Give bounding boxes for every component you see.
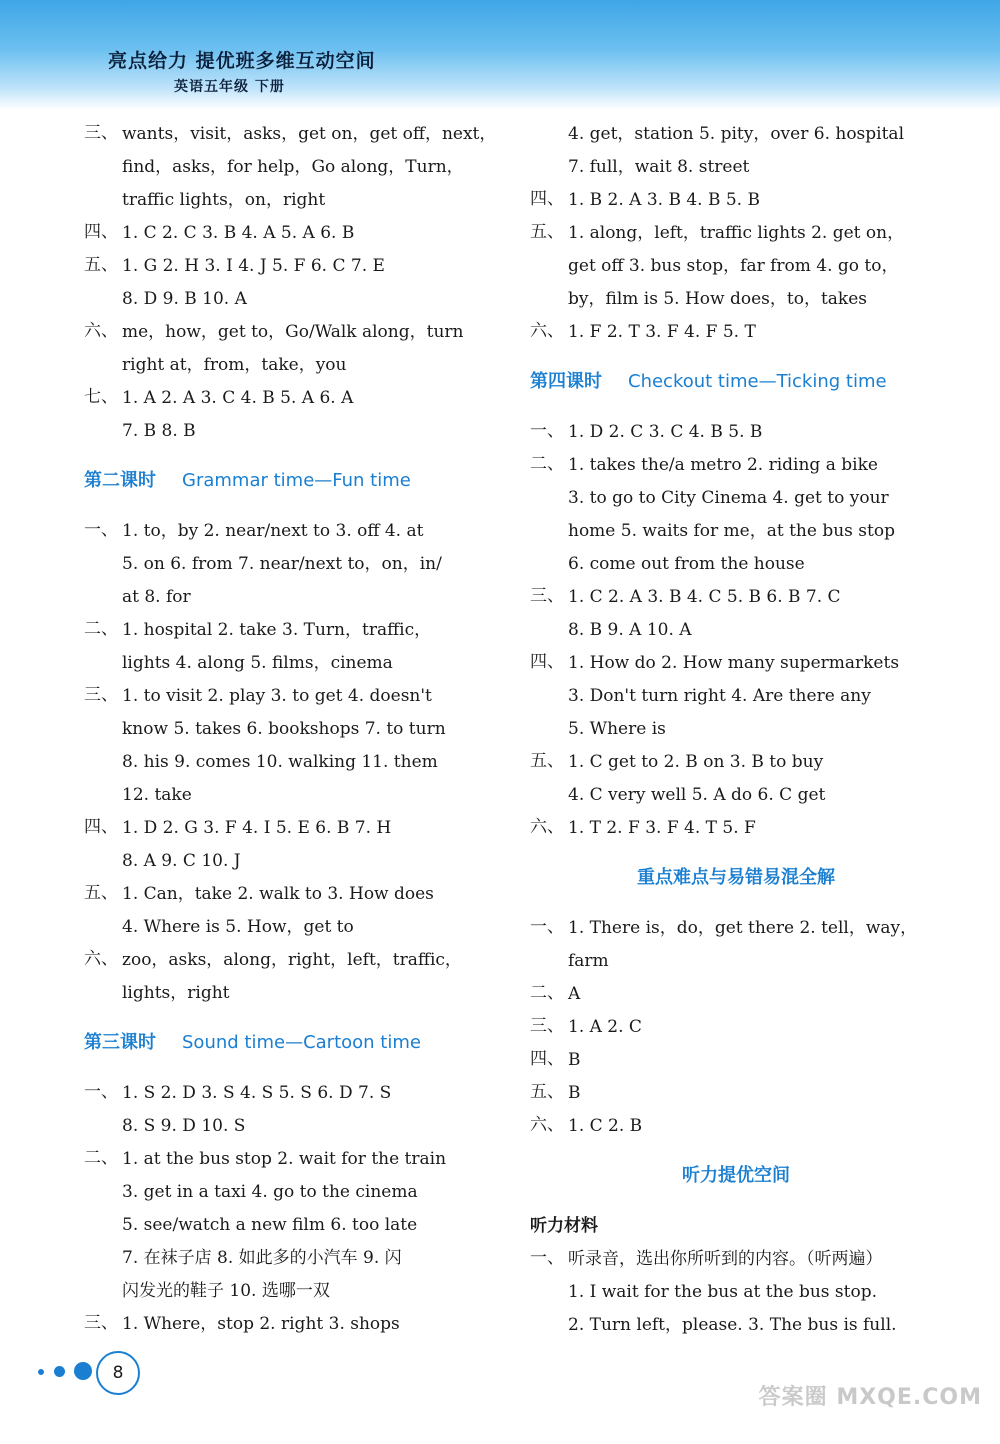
answer-line: 5. on 6. from 7. near/next to，on，in/ [122,554,442,574]
answer-line: 2. Turn left，please. 3. The bus is full. [568,1315,897,1335]
answer-line: me，how，get to，Go/Walk along，turn [122,322,464,342]
answer-line: 4. get，station 5. pity，over 6. hospital [568,124,905,144]
answer-line: 8. B 9. A 10. A [568,620,692,640]
answer-block [84,1143,496,1308]
decorative-dot-medium [54,1366,65,1377]
answer-block [530,217,942,316]
answer-block [530,978,942,1011]
answer-block [84,382,496,448]
answer-line: 1. to visit 2. play 3. to get 4. doesn't [122,686,432,706]
answer-line: 1. F 2. T 3. F 4. F 5. T [568,322,756,342]
question-number: 六、 [84,949,118,969]
answer-line: 3. Don't turn right 4. Are there any [568,686,871,706]
answer-line: 1. C get to 2. B on 3. B to buy [568,752,824,772]
answer-line: by，film is 5. How does，to，takes [568,289,868,309]
continued-answers [530,118,942,184]
left-column [84,118,496,1341]
answer-line: 12. take [122,785,192,805]
section-heading-key-points: 重点难点与易错易混全解 [637,867,835,888]
answer-block [530,1243,942,1342]
answer-line: 1. C 2. B [568,1116,643,1136]
decorative-dot-small [38,1369,44,1375]
answer-block [530,647,942,746]
answer-line: B [568,1083,581,1103]
answer-line: 听录音，选出你所听到的内容。（听两遍） [568,1249,883,1269]
answer-line: 8. S 9. D 10. S [122,1116,246,1136]
answer-line: 1. Where，stop 2. right 3. shops [122,1314,400,1334]
question-number: 一、 [530,917,564,937]
answer-line: at 8. for [122,587,191,607]
answer-block [84,217,496,250]
answer-line: B [568,1050,581,1070]
answer-line: find，asks，for help，Go along，Turn， [122,157,464,177]
page-header [0,0,1000,110]
answer-block [84,1077,496,1143]
right-group-3 [530,912,942,1143]
question-number: 三、 [530,586,564,606]
question-number: 四、 [530,652,564,672]
question-number: 二、 [84,1148,118,1168]
question-number: 二、 [530,983,564,1003]
section-heading-lesson-4 [530,357,942,406]
page-number: 8 [96,1351,140,1395]
question-number: 一、 [530,1248,564,1268]
question-number: 一、 [530,421,564,441]
answer-line: 8. A 9. C 10. J [122,851,241,871]
question-number: 二、 [530,454,564,474]
answer-block [84,515,496,614]
answer-line: wants，visit，asks，get on，get off，next， [122,124,497,144]
question-number: 二、 [84,619,118,639]
answer-line: 4. C very well 5. A do 6. C get [568,785,826,805]
answer-line: 1. D 2. G 3. F 4. I 5. E 6. B 7. H [122,818,392,838]
answer-line: 3. to go to City Cinema 4. get to your [568,488,889,508]
answer-block [530,1110,942,1143]
question-number: 六、 [530,321,564,341]
answer-line: 7. 在袜子店 8. 如此多的小汽车 9. 闪 [122,1248,402,1268]
question-number: 五、 [530,222,564,242]
section-number: 第三课时 [84,1032,156,1053]
left-group-1 [84,118,496,448]
answer-line: 1. I wait for the bus at the bus stop. [568,1282,878,1302]
answer-line: 1. B 2. A 3. B 4. B 5. B [568,190,760,210]
question-number: 六、 [530,817,564,837]
answer-line: 1. C 2. C 3. B 4. A 5. A 6. B [122,223,355,243]
book-title: 亮点给力 提优班多维互动空间 [108,50,376,72]
answer-line: home 5. waits for me，at the bus stop [568,521,895,541]
answer-line: 6. come out from the house [568,554,805,574]
answer-line: 3. get in a taxi 4. go to the cinema [122,1182,418,1202]
listening-material-label: 听力材料 [530,1216,598,1236]
answer-block [530,1077,942,1110]
answer-line: 闪发光的鞋子 10. 选哪一双 [122,1281,330,1301]
question-number: 七、 [84,387,118,407]
question-number: 六、 [84,321,118,341]
answer-line: zoo，asks，along，right，left，traffic， [122,950,462,970]
answer-line: 1. to，by 2. near/next to 3. off 4. at [122,521,424,541]
answer-block [84,680,496,812]
answer-line: 1. A 2. C [568,1017,642,1037]
section-title: Checkout time—Ticking time [628,371,887,392]
answer-line: know 5. takes 6. bookshops 7. to turn [122,719,446,739]
answer-block [530,746,942,812]
section-heading-lesson-2 [84,456,496,505]
answer-line: 8. his 9. comes 10. walking 11. them [122,752,438,772]
answer-line: 1. How do 2. How many supermarkets [568,653,900,673]
answer-line: 5. Where is [568,719,666,739]
question-number: 三、 [84,1313,118,1333]
book-subtitle: 英语五年级 下册 [174,79,285,95]
right-group-4 [530,1243,942,1342]
answer-block [84,118,496,217]
answer-line: 8. D 9. B 10. A [122,289,247,309]
answer-line: 1. at the bus stop 2. wait for the train [122,1149,447,1169]
answer-block [530,581,942,647]
watermark: 答案圈 MXQE.COM [758,1385,982,1410]
right-group-2 [530,416,942,845]
answer-block [84,316,496,382]
question-number: 三、 [84,123,118,143]
answer-block [530,316,942,349]
left-group-3 [84,1077,496,1341]
answer-line: get off 3. bus stop，far from 4. go to， [568,256,899,276]
answer-line: 1. Can，take 2. walk to 3. How does [122,884,434,904]
answer-line: 1. G 2. H 3. I 4. J 5. F 6. C 7. E [122,256,385,276]
answer-block [84,614,496,680]
question-number: 四、 [84,222,118,242]
answer-line: 1. C 2. A 3. B 4. C 5. B 6. B 7. C [568,587,841,607]
answer-block [84,1308,496,1341]
question-number: 五、 [530,1082,564,1102]
answer-block [84,812,496,878]
section-heading-listening: 听力提优空间 [682,1165,790,1186]
question-number: 四、 [530,189,564,209]
question-number: 五、 [84,255,118,275]
question-number: 一、 [84,1082,118,1102]
answer-line: 1. hospital 2. take 3. Turn，traffic， [122,620,432,640]
answer-block [530,1011,942,1044]
right-column [530,118,942,1342]
answer-block [530,416,942,449]
answer-block [84,878,496,944]
question-number: 五、 [530,751,564,771]
answer-line: 1. T 2. F 3. F 4. T 5. F [568,818,756,838]
section-title: Sound time—Cartoon time [182,1032,421,1053]
answer-block [530,912,942,978]
question-number: 五、 [84,883,118,903]
answer-block [84,944,496,1010]
section-title: Grammar time—Fun time [182,470,411,491]
question-number: 三、 [84,685,118,705]
answer-block [84,250,496,316]
answer-line: farm [568,951,609,971]
answer-line: lights 4. along 5. films，cinema [122,653,393,673]
answer-block [530,449,942,581]
section-number: 第四课时 [530,371,602,392]
answer-line: 1. A 2. A 3. C 4. B 5. A 6. A [122,388,354,408]
answer-line: right at，from，take，you [122,355,347,375]
section-number: 第二课时 [84,470,156,491]
answer-block [530,812,942,845]
answer-line: 1. D 2. C 3. C 4. B 5. B [568,422,763,442]
answer-line: 7. full，wait 8. street [568,157,750,177]
question-number: 四、 [530,1049,564,1069]
answer-block [530,184,942,217]
answer-line: 1. along，left，traffic lights 2. get on， [568,223,905,243]
question-number: 三、 [530,1016,564,1036]
answer-line: 1. S 2. D 3. S 4. S 5. S 6. D 7. S [122,1083,392,1103]
right-group-1 [530,184,942,349]
answer-line: A [568,984,581,1004]
answer-line: 7. B 8. B [122,421,196,441]
left-group-2 [84,515,496,1010]
question-number: 六、 [530,1115,564,1135]
decorative-dot-large [74,1362,92,1380]
answer-line: 1. takes the/a metro 2. riding a bike [568,455,878,475]
answer-line: traffic lights，on，right [122,190,326,210]
answer-line: 5. see/watch a new film 6. too late [122,1215,418,1235]
question-number: 一、 [84,520,118,540]
section-heading-lesson-3 [84,1018,496,1067]
answer-block [530,1044,942,1077]
question-number: 四、 [84,817,118,837]
answer-line: lights，right [122,983,230,1003]
answer-line: 4. Where is 5. How，get to [122,917,354,937]
answer-line: 1. There is，do，get there 2. tell，way， [568,918,918,938]
